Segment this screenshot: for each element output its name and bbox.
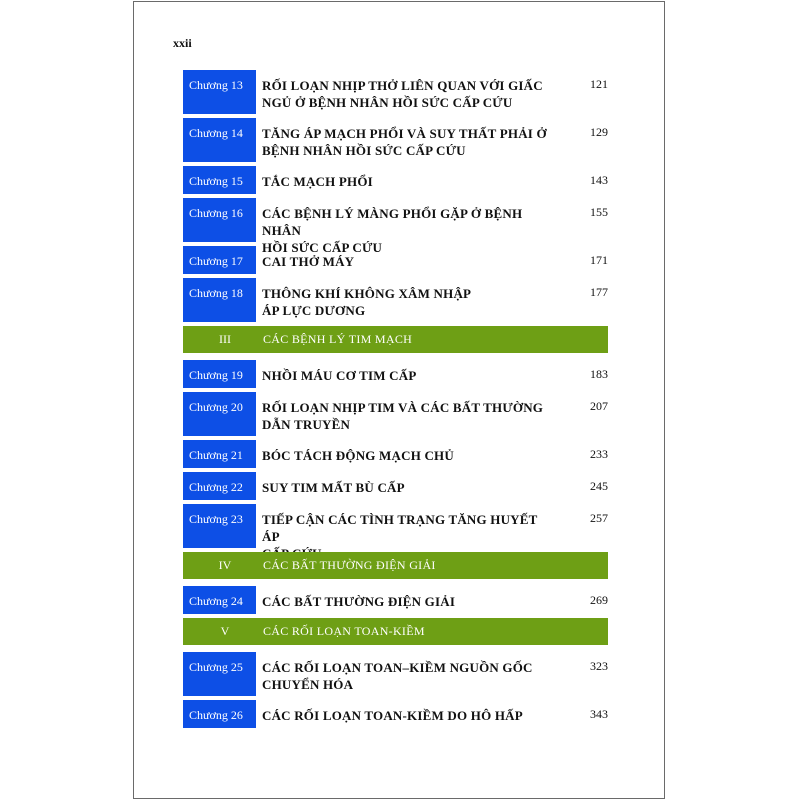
part-number: V	[220, 624, 230, 638]
part-header-bar	[183, 326, 608, 353]
chapter-label: Chương 19	[183, 360, 256, 388]
chapter-title: BÓC TÁCH ĐỘNG MẠCH CHỦ	[262, 448, 454, 463]
chapter-page-number: 257	[590, 511, 608, 525]
chapter-page-number: 233	[590, 447, 608, 461]
chapter-page-number: 207	[590, 399, 608, 413]
toc-chapter-row[interactable]	[183, 504, 608, 548]
chapter-title: RỐI LOẠN NHỊP TIM VÀ CÁC BẤT THƯỜNG DẪN TRUYỀN	[262, 400, 544, 432]
chapter-page-number: 183	[590, 367, 608, 381]
chapter-label: Chương 24	[183, 586, 256, 614]
chapter-title: NHỒI MÁU CƠ TIM CẤP	[262, 368, 417, 383]
page-number: xxii	[173, 36, 192, 50]
chapter-title: CÁC RỐI LOẠN TOAN-KIỀM DO HÔ HẤP	[262, 708, 523, 723]
chapter-page-number: 323	[590, 659, 608, 673]
toc-chapter-row[interactable]	[183, 472, 608, 500]
chapter-label: Chương 22	[183, 472, 256, 500]
chapter-page-number: 171	[590, 253, 608, 267]
chapter-label: Chương 23	[183, 504, 256, 548]
part-header-bar	[183, 552, 608, 579]
toc-chapter-row[interactable]	[183, 166, 608, 194]
chapter-label: Chương 16	[183, 198, 256, 242]
chapter-label: Chương 15	[183, 166, 256, 194]
chapter-page-number: 121	[590, 77, 608, 91]
toc-part-row[interactable]	[183, 552, 608, 579]
toc-chapter-row[interactable]	[183, 392, 608, 436]
toc-part-row[interactable]	[183, 618, 608, 645]
chapter-label: Chương 17	[183, 246, 256, 274]
chapter-label: Chương 18	[183, 278, 256, 322]
chapter-title: CÁC RỐI LOẠN TOAN–KIỀM NGUỒN GỐC CHUYỂN HÓA	[262, 660, 533, 692]
chapter-title: CAI THỞ MÁY	[262, 254, 355, 269]
toc-part-row[interactable]	[183, 326, 608, 353]
toc-chapter-row[interactable]	[183, 700, 608, 728]
chapter-label: Chương 26	[183, 700, 256, 728]
table-of-contents	[183, 70, 608, 732]
chapter-page-number: 343	[590, 707, 608, 721]
part-number: IV	[218, 558, 232, 572]
toc-chapter-row[interactable]	[183, 70, 608, 114]
chapter-label: Chương 20	[183, 392, 256, 436]
chapter-title: RỐI LOẠN NHỊP THỞ LIÊN QUAN VỚI GIẤC NGỦ Ở BỆNH NHÂN HỒI SỨC CẤP CỨU	[262, 78, 543, 110]
chapter-title: TIẾP CẬN CÁC TÌNH TRẠNG TĂNG HUYẾT ÁP	[262, 512, 538, 544]
chapter-label: Chương 21	[183, 440, 256, 468]
part-title: CÁC RỐI LOẠN TOAN-KIỀM	[263, 624, 425, 638]
chapter-title: CÁC BẤT THƯỜNG ĐIỆN GIẢI	[262, 594, 456, 609]
toc-chapter-row[interactable]	[183, 278, 608, 322]
chapter-title: THÔNG KHÍ KHÔNG XÂM NHẬP ÁP LỰC DƯƠNG	[262, 286, 472, 318]
chapter-page-number: 155	[590, 205, 608, 219]
chapter-page-number: 245	[590, 479, 608, 493]
chapter-label: Chương 13	[183, 70, 256, 114]
chapter-page-number: 143	[590, 173, 608, 187]
part-title: CÁC BẤT THƯỜNG ĐIỆN GIẢI	[263, 558, 436, 572]
toc-chapter-row[interactable]	[183, 118, 608, 162]
chapter-title: TĂNG ÁP MẠCH PHỔI VÀ SUY THẤT PHẢI Ở BỆNH NHÂN HỒI SỨC CẤP CỨU	[262, 126, 547, 158]
chapter-page-number: 129	[590, 125, 608, 139]
toc-chapter-row[interactable]	[183, 440, 608, 468]
toc-chapter-row[interactable]	[183, 198, 608, 255]
toc-chapter-row[interactable]	[183, 246, 608, 274]
part-title: CÁC BỆNH LÝ TIM MẠCH	[263, 332, 413, 346]
chapter-title: CÁC BỆNH LÝ MÀNG PHỔI GẶP Ở BỆNH NHÂN HỒI SỨC CẤP CỨU	[262, 206, 523, 255]
chapter-page-number: 177	[590, 285, 608, 299]
chapter-title: TẮC MẠCH PHỔI	[262, 174, 373, 189]
chapter-title: SUY TIM MẤT BÙ CẤP	[262, 480, 405, 495]
part-number: III	[219, 332, 231, 346]
toc-chapter-row[interactable]	[183, 586, 608, 614]
part-header-bar	[183, 618, 608, 645]
toc-chapter-row[interactable]	[183, 360, 608, 388]
chapter-label: Chương 14	[183, 118, 256, 162]
chapter-page-number: 269	[590, 593, 608, 607]
toc-chapter-row[interactable]	[183, 652, 608, 696]
chapter-label: Chương 25	[183, 652, 256, 696]
